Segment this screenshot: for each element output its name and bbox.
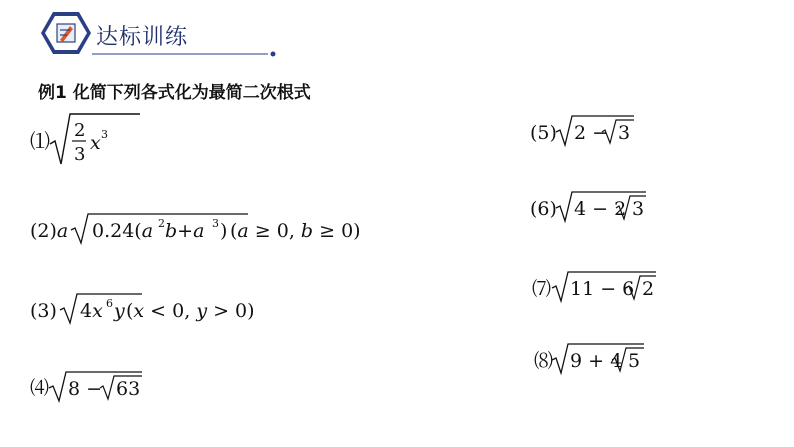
svg-text:3: 3 xyxy=(74,144,86,165)
problem-3 xyxy=(30,290,255,326)
svg-text:3: 3 xyxy=(632,198,645,220)
svg-text:(5): (5) xyxy=(530,122,557,144)
problem-8 xyxy=(530,340,660,376)
svg-text:y: y xyxy=(114,300,125,322)
svg-text:3: 3 xyxy=(101,128,108,141)
svg-text:63: 63 xyxy=(116,378,141,400)
svg-text:3: 3 xyxy=(618,122,631,144)
svg-text:11 − 6: 11 − 6 xyxy=(570,278,635,300)
problem-2-expression xyxy=(30,210,361,246)
svg-text:8 −: 8 − xyxy=(68,378,103,400)
problem-5-expression xyxy=(530,112,650,148)
exercise-icon xyxy=(40,10,92,56)
svg-text:4x: 4x xyxy=(80,300,103,322)
svg-text:⑺: ⑺ xyxy=(532,278,552,300)
problem-4-expression xyxy=(30,368,170,404)
example-title: 例1 化简下列各式化为最简二次根式 xyxy=(38,83,311,103)
svg-text:⑷: ⑷ xyxy=(30,377,50,399)
svg-text:(3): (3) xyxy=(30,300,57,322)
problem-5 xyxy=(530,112,650,148)
problem-7-expression xyxy=(530,268,670,304)
problem-6 xyxy=(530,188,660,224)
svg-text:2 −: 2 − xyxy=(574,122,609,144)
svg-text:5: 5 xyxy=(628,350,641,372)
svg-text:6: 6 xyxy=(106,297,113,310)
problem-3-expression xyxy=(30,290,255,326)
svg-text:): ) xyxy=(220,220,228,242)
problem-1 xyxy=(30,108,150,170)
svg-text:(6): (6) xyxy=(530,198,557,220)
svg-text:b+a: b+a xyxy=(165,220,205,242)
problem-2 xyxy=(30,210,361,246)
title-underline xyxy=(92,50,278,58)
svg-text:(a ≥ 0, b ≥ 0): (a ≥ 0, b ≥ 0) xyxy=(230,220,361,242)
svg-text:3: 3 xyxy=(212,217,219,230)
svg-text:2: 2 xyxy=(158,217,165,230)
svg-text:9 + 4: 9 + 4 xyxy=(570,350,623,372)
svg-text:x: x xyxy=(90,132,101,154)
svg-text:2: 2 xyxy=(74,120,86,141)
problem-4 xyxy=(30,368,170,404)
svg-text:⑴: ⑴ xyxy=(30,129,50,153)
svg-text:(x < 0, y > 0): (x < 0, y > 0) xyxy=(126,300,255,322)
section-header xyxy=(40,10,240,56)
svg-text:⑻: ⑻ xyxy=(534,350,554,372)
problem-7 xyxy=(530,268,670,304)
svg-text:0.24(a: 0.24(a xyxy=(92,220,154,242)
svg-text:2: 2 xyxy=(642,278,655,300)
section-title: 达标训练 xyxy=(96,25,189,50)
problem-1-expression xyxy=(30,108,150,170)
svg-text:4 − 2: 4 − 2 xyxy=(574,198,627,220)
svg-text:(2)a: (2)a xyxy=(30,220,69,242)
problem-6-expression xyxy=(530,188,660,224)
problem-8-expression xyxy=(530,340,660,376)
